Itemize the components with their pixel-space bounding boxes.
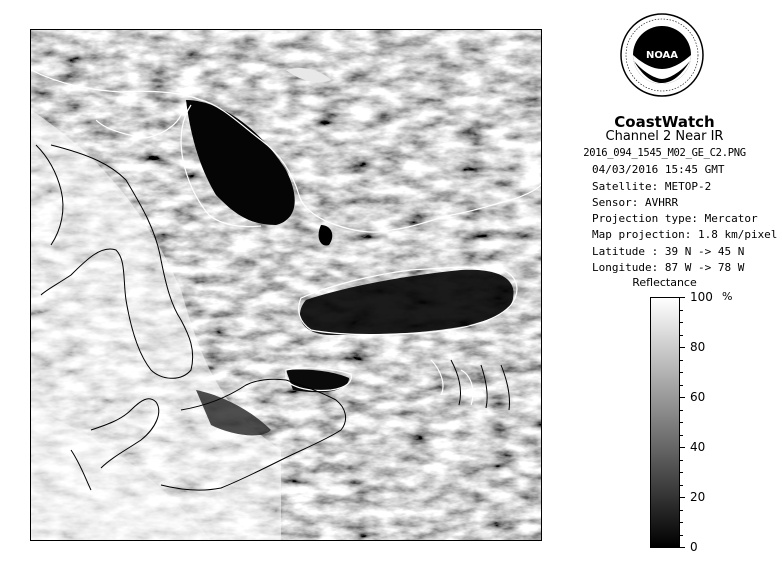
colorbar-tick-label: 40 [690,440,706,454]
colorbar [650,297,680,548]
latitude-label: Latitude : 39 N -> 45 N [592,245,745,258]
filename: 2016_094_1545_M02_GE_C2.PNG [583,147,746,159]
colorbar-tick-label: 20 [690,490,706,504]
colorbar-ticks [680,290,760,554]
longitude-label: Longitude: 87 W -> 78 W [592,261,745,274]
logo-text: NOAA [645,50,679,61]
colorbar-tick-label: 0 [690,540,698,554]
colorbar-tick-label: 60 [690,390,706,404]
projection-type-label: Projection type: Mercator [592,212,758,225]
datetime: 04/03/2016 15:45 GMT [592,163,725,176]
noaa-logo-icon [620,13,704,97]
sensor-label: Sensor: AVHRR [592,196,679,209]
colorbar-tick-label: 80 [690,340,706,354]
brand-title: CoastWatch [614,113,715,131]
satellite-image [30,29,542,541]
colorbar-title: Reflectance [632,276,697,289]
satellite-label: Satellite: METOP-2 [592,180,712,193]
colorbar-tick-label: 100 [690,290,713,304]
channel-label: Channel 2 Near IR [605,129,724,144]
colorbar-unit: % [722,290,733,303]
map-projection-label: Map projection: 1.8 km/pixel [592,228,778,241]
